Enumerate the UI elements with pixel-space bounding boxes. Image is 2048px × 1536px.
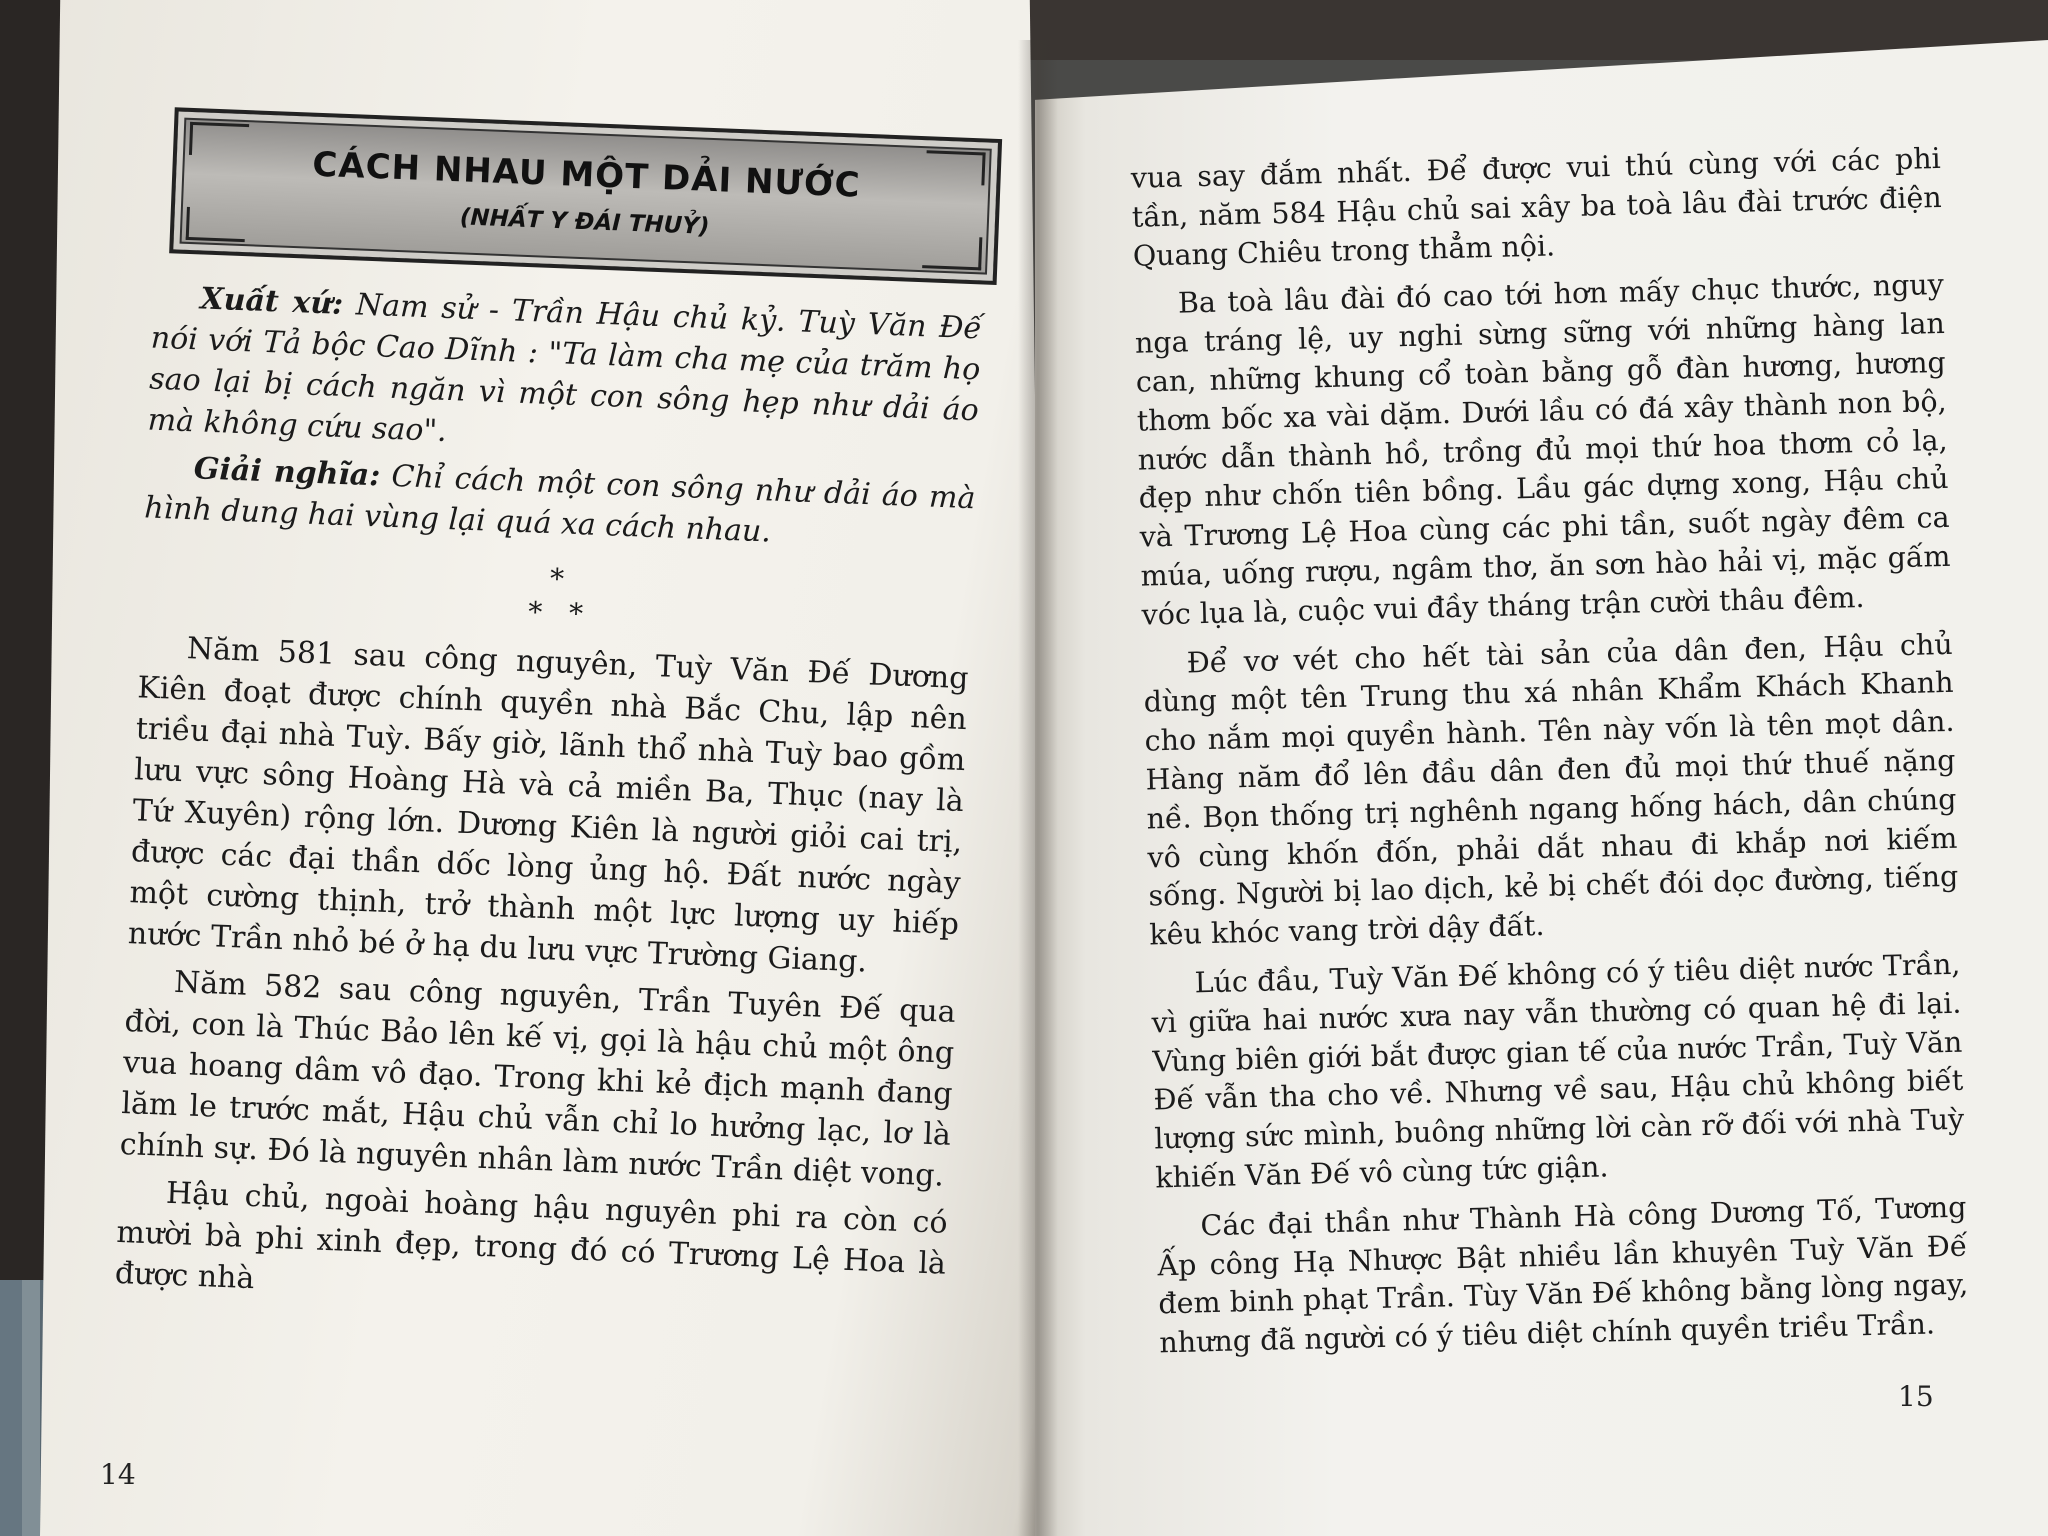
origin-label: Xuất xứ: [199, 281, 344, 322]
paragraph: Lúc đầu, Tuỳ Văn Đế không có ý tiêu diệt nước Trần, vì giữa hai nước xưa nay vẫn thường có quan hệ đi lại. Vùng biên giới bắt được gian tế của nước Trần, Tuỳ Văn Đế vẫn tha cho về. Nhưng về sau, Hậu chủ không biết lượng sức mình, buông những lời càn rỡ đối với nhà Tuỳ khiến Văn Đế vô cùng tức giận. [1151, 947, 1965, 1195]
origin-text: Nam sử - Trần Hậu chủ kỷ. Tuỳ Văn Đế nói với Tả bộc Cao Dĩnh : "Ta làm cha mẹ của trăm họ sao lại bị cách ngăn vì một con sông hẹp như dải áo mà không cứu sao". [147, 286, 983, 449]
left-page-content [61, 100, 1014, 1534]
separator-star-top: * [549, 562, 565, 596]
meaning-label: Giải nghĩa: [193, 451, 381, 494]
paragraph: Để vơ vét cho hết tài sản của dân đen, Hậu chủ dùng một tên Trung thu xá nhân Khẩm Khách Khanh cho nắm mọi quyền hành. Tên này vốn là tên mọt dân. Hàng năm đổ lên đầu dân đen đủ mọi thứ thuế nặng nề. Bọn thống trị nghênh ngang hống hách, dân chúng vô cùng khốn đốn, phải dắt nhau đi khắp nơi kiếm sống. Người bị lao dịch, kẻ bị chết đói dọc đường, tiếng kêu khóc vang trời dậy đất. [1143, 627, 1959, 952]
paragraph: Ba toà lâu đài đó cao tới hơn mấy chục thước, nguy nga tráng lệ, uy nghi sừng sững với những hàng lan can, những khung cổ toàn bằng gỗ đàn hương, hương thơm bốc xa vài dặm. Dưới lầu có đá xây thành non bộ, nước dẫn thành hồ, trồng đủ mọi thứ hoa thơm cỏ lạ, đẹp như chốn tiên bồng. Lầu gác dựng xong, Hậu chủ và Trương Lệ Hoa cùng các phi tần, suốt ngày đêm ca múa, uống rượu, ngâm thơ, ăn sơn hào hải vị, mặc gấm vóc lụa là, cuộc vui đầy tháng trận cười thâu đêm. [1134, 268, 1951, 632]
paragraph: Năm 582 sau công nguyên, Trần Tuyên Đế qua đời, con là Thúc Bảo lên kế vị, gọi là hậu chủ một ông vua hoang dâm vô đạo. Trong khi kẻ địch mạnh đang lăm le trước mắt, Hậu chủ vẫn chỉ lo hưởng lạc, lơ là chính sự. Đó là nguyên nhân làm nước Trần diệt vong. [119, 964, 957, 1194]
chapter-subtitle: (NHẤT Y ĐÁI THUỶ) [459, 204, 710, 240]
paragraph: Các đại thần như Thành Hà công Dương Tố, Tương Ấp công Hạ Nhược Bật nhiều lần khuyên Tuỳ Văn Đế đem binh phạt Trần. Tùy Văn Đế không bằng lòng ngay, nhưng đã người có ý tiêu diệt chính quyền triều Trần. [1157, 1190, 1969, 1360]
book-gutter [1018, 40, 1058, 1536]
right-page-content [1120, 120, 1970, 1390]
page-number-right: 15 [1898, 1380, 1934, 1413]
right-body-text [1130, 140, 1969, 1373]
meaning-text: Chỉ cách một con sông như dải áo mà hình dung hai vùng lại quá xa cách nhau. [143, 458, 976, 550]
chapter-title: CÁCH NHAU MỘT DẢI NƯỚC [311, 144, 862, 206]
page-number-left: 14 [100, 1458, 136, 1491]
title-banner [169, 107, 1002, 285]
paragraph: Năm 581 sau công nguyên, Tuỳ Văn Đế Dương Kiên đoạt được chính quyền nhà Bắc Chu, lập nên triều đại nhà Tuỳ. Bấy giờ, lãnh thổ nhà Tuỳ bao gồm lưu vực sông Hoàng Hà và cả miền Ba, Thục (nay là Tứ Xuyên) rộng lớn. Dương Kiên là người giỏi cai trị, được các đại thần dốc lòng ủng hộ. Đất nước ngày một cường thịnh, trở thành một lực lượng uy hiếp nước Trần nhỏ bé ở hạ du lưu vực Trường Giang. [127, 631, 970, 980]
left-body-text [114, 277, 983, 1332]
paragraph: vua say đắm nhất. Để được vui thú cùng với các phi tần, năm 584 Hậu chủ sai xây ba toà lâu đài trước điện Quang Chiêu trong thẳm nội. [1130, 141, 1943, 273]
paragraph: Hậu chủ, ngoài hoàng hậu nguyên phi ra còn có mười bà phi xinh đẹp, trong đó có Trương Lệ Hoa là được nhà [114, 1175, 949, 1297]
separator-stars-bottom: * * [527, 595, 584, 631]
origin-paragraph [147, 277, 983, 473]
